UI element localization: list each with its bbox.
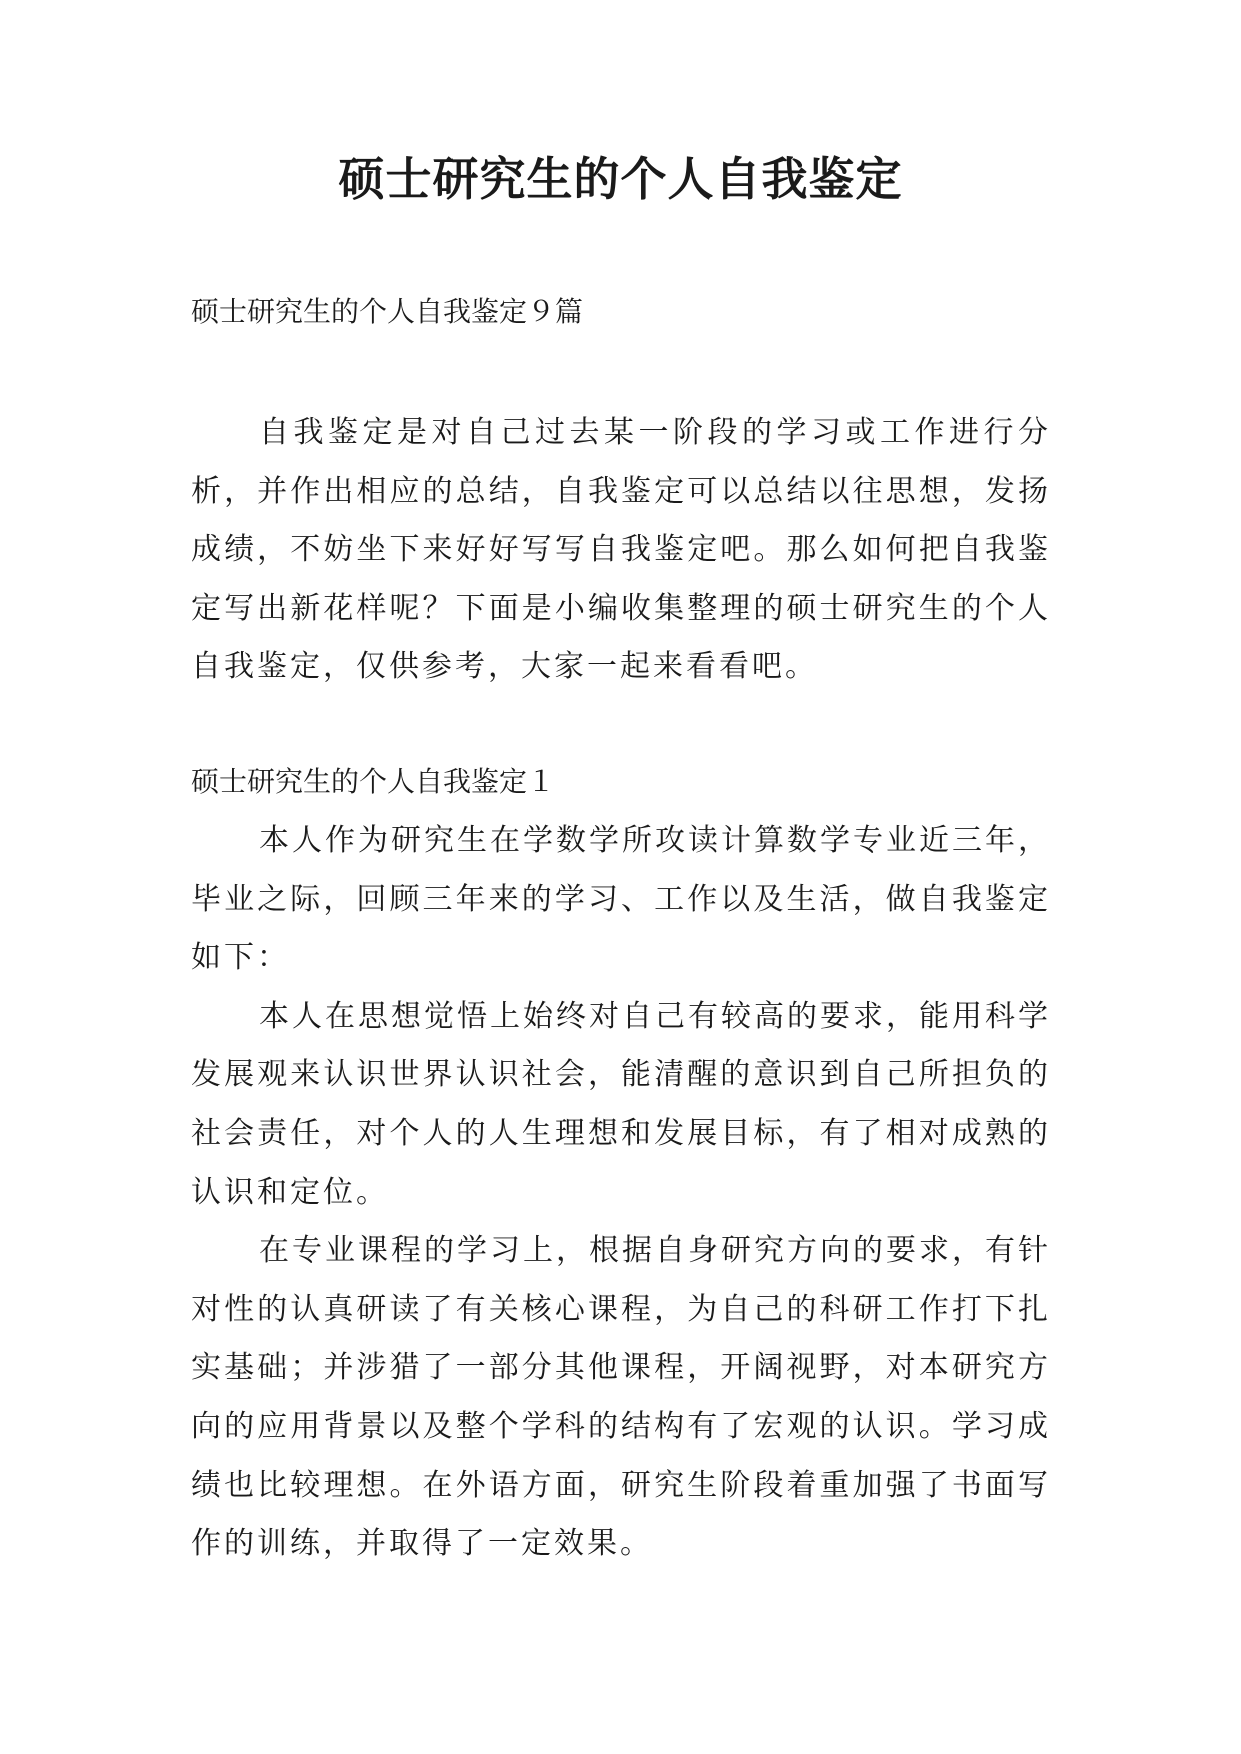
section-1-paragraph: 本人作为研究生在学数学所攻读计算数学专业近三年，毕业之际，回顾三年来的学习、工作以及生活，做自我鉴定如下： (191, 823, 1051, 976)
intro-section (191, 404, 1051, 697)
section-1-paragraph: 在专业课程的学习上，根据自身研究方向的要求，有针对性的认真研读了有关核心课程，为自己的科研工作打下扎实基础；并涉猎了一部分其他课程，开阔视野，对本研究方向的应用背景以及整个学科的结构有了宏观的认识。学习成绩也比较理想。在外语方面，研究生阶段着重加强了书面写作的训练，并取得了一定效果。 (191, 1233, 1051, 1562)
section-1-paragraph: 本人在思想觉悟上始终对自己有较高的要求，能用科学发展观来认识世界认识社会，能清醒的意识到自己所担负的社会责任，对个人的人生理想和发展目标，有了相对成熟的认识和定位。 (191, 998, 1051, 1210)
intro-paragraph: 自我鉴定是对自己过去某一阶段的学习或工作进行分析，并作出相应的总结，自我鉴定可以总结以往思想，发扬成绩，不妨坐下来好好写写自我鉴定吧。那么如何把自我鉴定写出新花样呢？下面是小编收集整理的硕士研究生的个人自我鉴定，仅供参考，大家一起来看看吧。 (191, 415, 1051, 685)
section-1-body (191, 812, 1051, 1574)
section-1-heading: 硕士研究生的个人自我鉴定１ (191, 765, 556, 798)
document-title: 硕士研究生的个人自我鉴定 (338, 152, 903, 206)
document-subtitle: 硕士研究生的个人自我鉴定９篇 (191, 295, 584, 328)
